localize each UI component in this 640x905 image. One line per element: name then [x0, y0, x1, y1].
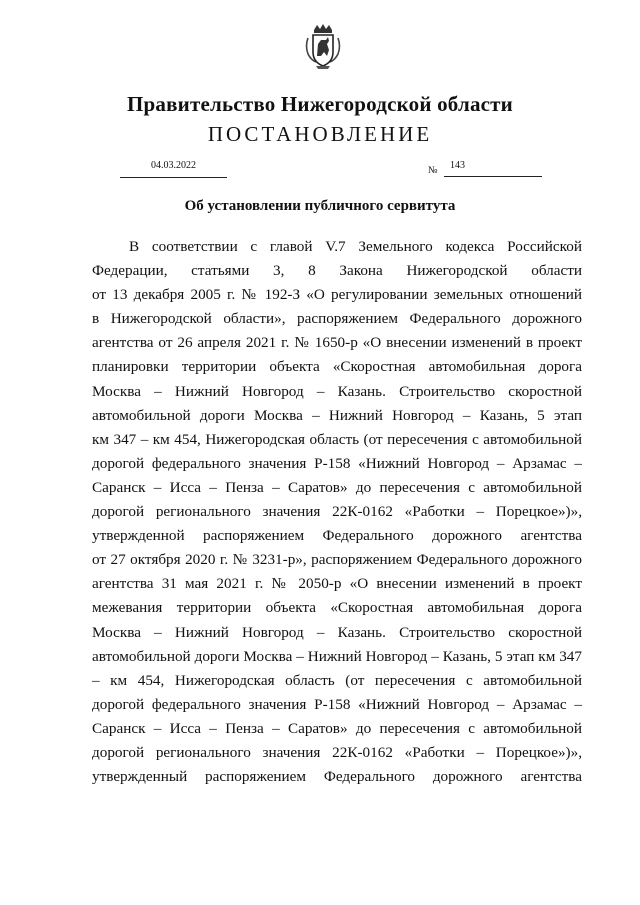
body-text	[92, 235, 582, 789]
document-number-field	[444, 157, 542, 177]
body-line: от 13 декабря 2005 г. № 192-З «О регулировании земельных отношений	[92, 286, 582, 304]
coat-of-arms-emblem	[304, 22, 342, 70]
body-line: км 347 – км 454, Нижегородская область (от пересечения с автомобильной	[92, 430, 582, 448]
body-line: агентства от 26 апреля 2021 г. № 1650-р «О внесении изменений в проект	[92, 334, 582, 352]
government-title: Правительство Нижегородской области	[127, 92, 513, 116]
body-line: планировки территории объекта «Скоростная автомобильная дорога	[92, 358, 582, 376]
document-date: 04.03.2022	[120, 160, 227, 178]
body-line: дорогой федерального значения Р-158 «Нижний Новгород – Арзамас –	[92, 454, 582, 472]
document-subject: Об установлении публичного сервитута	[184, 198, 456, 214]
document-type-title: ПОСТАНОВЛЕНИЕ	[207, 122, 433, 146]
body-line: Федерации, статьями 3, 8 Закона Нижегородской области	[92, 262, 582, 280]
body-line: в Нижегородской области», распоряжением Федерального дорожного	[92, 310, 582, 328]
document-number: 143	[450, 160, 465, 171]
body-line: автомобильной дороги Москва – Нижний Новгород – Казань, 5 этап км 347	[92, 647, 582, 665]
body-line: Саранск – Исса – Пенза – Саратов» до пересечения с автомобильной	[92, 478, 582, 496]
body-line: межевания территории объекта «Скоростная автомобильная дорога	[92, 599, 582, 617]
body-line: дорогой регионального значения 22К-0162 «Работки – Порецкое»)»,	[92, 503, 582, 521]
body-line: Москва – Нижний Новгород – Казань. Строительство скоростной	[92, 382, 582, 400]
body-line: автомобильной дороги Москва – Нижний Новгород – Казань, 5 этап	[92, 406, 582, 424]
body-line: Саранск – Исса – Пенза – Саратов» до пересечения с автомобильной	[92, 719, 582, 737]
body-line: утвержденный распоряжением Федерального дорожного агентства	[92, 768, 582, 786]
body-line: – км 454, Нижегородская область (от пересечения с автомобильной	[92, 671, 582, 689]
body-line: дорогой регионального значения 22К-0162 «Работки – Порецкое»)»,	[92, 743, 582, 761]
body-line: от 27 октября 2020 г. № 3231-р», распоряжением Федерального дорожного	[92, 551, 582, 569]
body-line: В соответствии с главой V.7 Земельного кодекса Российской	[129, 238, 582, 255]
body-line: агентства 31 мая 2021 г. № 2050-р «О внесении изменений в проект	[92, 575, 582, 593]
body-line: Москва – Нижний Новгород – Казань. Строительство скоростной	[92, 623, 582, 641]
number-label: №	[428, 165, 438, 176]
body-line: утвержденной распоряжением Федерального дорожного агентства	[92, 527, 582, 545]
body-line: дорогой федерального значения Р-158 «Нижний Новгород – Арзамас –	[92, 695, 582, 713]
